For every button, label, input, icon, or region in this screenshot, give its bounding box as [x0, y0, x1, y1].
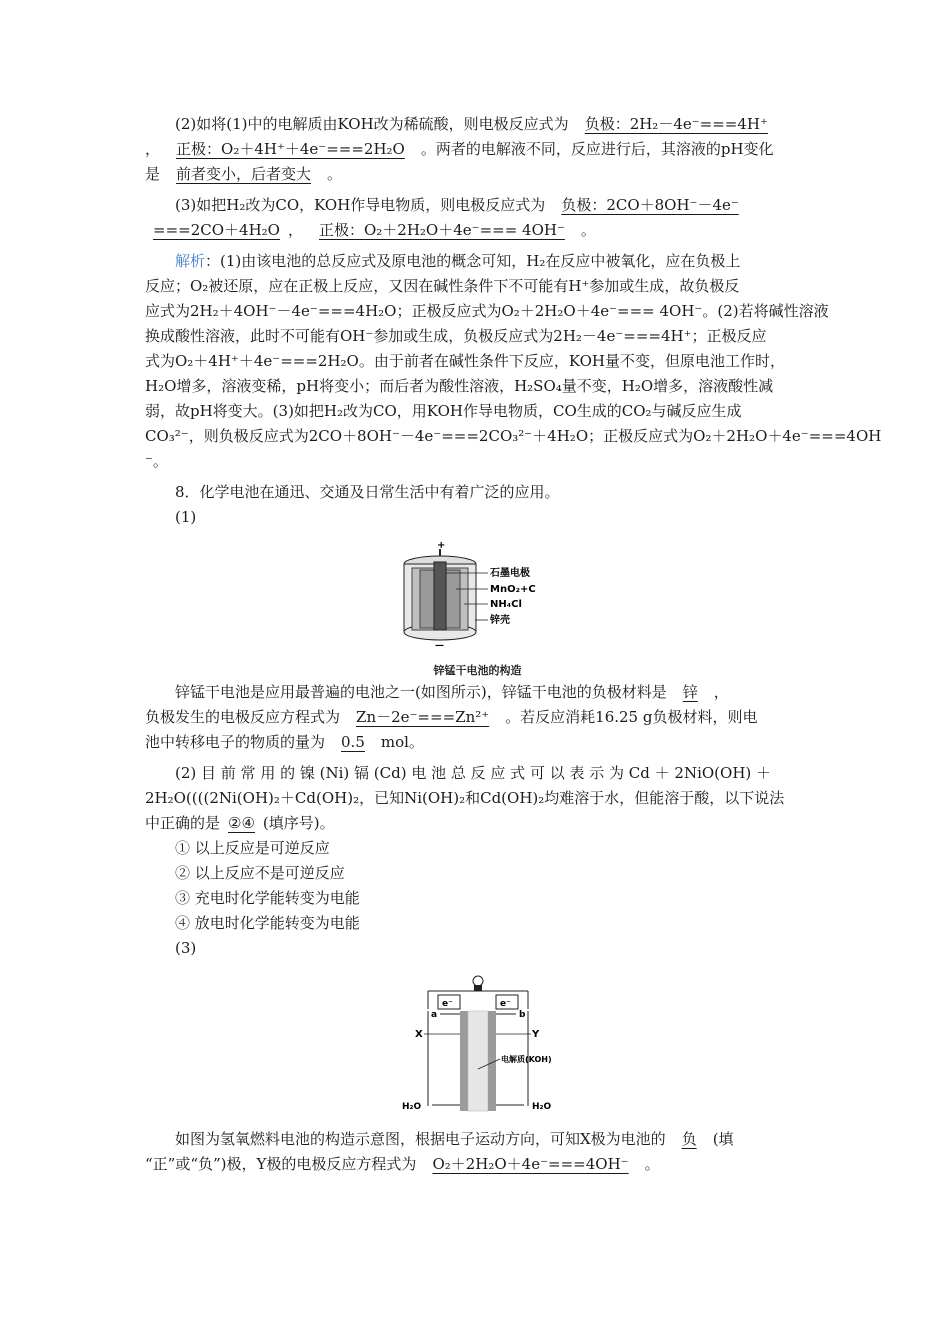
- q7-p3-line2: [145, 218, 810, 243]
- answer-blank: 正极：O₂＋2H₂O＋4e⁻=== 4OH⁻: [318, 221, 565, 239]
- minus-label: —: [434, 641, 444, 651]
- answer-blank: 0.5: [341, 733, 365, 751]
- q8-p1-text2b: 。若反应消耗16.25 g负极材料，则电: [505, 708, 758, 726]
- q7-p2-line1: [145, 112, 810, 137]
- analysis-line: [145, 349, 810, 374]
- h2o-right-label: H₂O: [531, 1102, 551, 1112]
- q8-p3-line2: [145, 1152, 810, 1177]
- q7-p3-text1: (3)如把H₂改为CO，KOH作导电物质，则电极反应式为: [175, 196, 546, 214]
- analysis-line: [145, 424, 882, 449]
- analysis-line: [145, 299, 829, 324]
- option-item: ④ 放电时化学能转变为电能: [175, 914, 360, 932]
- q8-p2-text3b: (填序号)。: [262, 814, 335, 832]
- answer-blank: 负: [681, 1130, 697, 1148]
- page-content: [145, 112, 882, 1177]
- plus-label: +: [436, 540, 445, 551]
- q8-p2-line1: (2) 目 前 常 用 的 镍 (Ni) 镉 (Cd) 电 池 总 反 应 式 可 以 表 示 为 Cd ＋ 2NiO(OH) ＋: [175, 764, 772, 782]
- analysis-text: 式为O₂＋4H⁺＋4e⁻===2H₂O。由于前者在碱性条件下反应，KOH量不变，但原电池工作时，: [145, 352, 786, 370]
- electrolyte-label: 电解质(KOH): [500, 1055, 552, 1064]
- q7-p3-end: 。: [580, 221, 596, 239]
- q7-p3-line1: [145, 193, 810, 218]
- q8-p3-text2b: 。: [644, 1155, 660, 1173]
- q7-p2-text1: (2)如将(1)中的电解质由KOH改为稀硫酸，则电极反应式为: [175, 115, 569, 133]
- analysis-line: [145, 324, 810, 349]
- analysis-text: 反应；O₂被还原，应在正极上反应，又因在碱性条件下不可能有H⁺参加或生成，故负极反: [145, 277, 740, 295]
- q8-p1-text1b: ，: [713, 683, 729, 701]
- q7-p2-line3: [145, 162, 810, 187]
- answer-blank: O₂＋2H₂O＋4e⁻===4OH⁻: [432, 1155, 629, 1173]
- q8-p3-line1: [145, 1127, 810, 1152]
- dry-battery-diagram: [398, 538, 558, 658]
- analysis-line: [145, 249, 810, 274]
- answer-blank: ===2CO＋4H₂O: [153, 221, 280, 239]
- option-item: ① 以上反应是可逆反应: [175, 839, 330, 857]
- answer-blank: 负极：2H₂－4e⁻===4H⁺: [584, 115, 768, 133]
- q7-p2-text3a: 是: [145, 165, 161, 183]
- analysis-text: ⁻。: [145, 452, 168, 470]
- zinc-shell-label: 锌壳: [489, 615, 510, 626]
- q8-p1-text1a: 锌锰干电池是应用最普遍的电池之一(如图所示)，锌锰干电池的负极材料是: [175, 683, 667, 701]
- q8-stem: 8．化学电池在通迅、交通及日常生活中有着广泛的应用。: [175, 483, 560, 501]
- analysis-text: H₂O增多，溶液变稀，pH将变小；而后者为酸性溶液，H₂SO₄量不变，H₂O增多，溶液酸性减: [145, 377, 774, 395]
- q8-p2-line3: [145, 811, 810, 836]
- q8-p3-text1b: (填: [712, 1130, 734, 1148]
- answer-blank: 锌: [682, 683, 698, 701]
- analysis-label: 解析: [175, 252, 206, 270]
- mno2-label: MnO₂+C: [489, 584, 536, 595]
- analysis-line: [145, 399, 810, 424]
- q8-p1-num: (1): [175, 508, 197, 526]
- electrode-x-label: X: [414, 1029, 423, 1040]
- q8-p3-text1a: 如图为氢氧燃料电池的构造示意图，根据电子运动方向，可知X极为电池的: [175, 1130, 666, 1148]
- option-item: ② 以上反应不是可逆反应: [175, 864, 345, 882]
- option-item: ③ 充电时化学能转变为电能: [175, 889, 360, 907]
- electron-right-label: e⁻: [499, 999, 511, 1009]
- analysis-line: [145, 274, 810, 299]
- analysis-line: [145, 449, 810, 474]
- q8-p3-num: (3): [175, 939, 197, 957]
- fuel-cell-diagram: [388, 971, 568, 1121]
- analysis-text: 应式为2H₂＋4OH⁻－4e⁻===4H₂O；正极反应式为O₂＋2H₂O＋4e⁻=== 4OH⁻。(2)若将碱性溶液: [145, 302, 829, 320]
- answer-blank: ②④: [228, 814, 255, 832]
- analysis-text: 换成酸性溶液，此时不可能有OH⁻参加或生成，负极反应式为2H₂－4e⁻===4H⁺；正极反应: [145, 327, 767, 345]
- graphite-label: 石墨电极: [489, 568, 530, 579]
- analysis-line: [145, 374, 810, 399]
- nh4cl-label: NH₄Cl: [489, 599, 522, 610]
- q8-p1-text3a: 池中转移电子的物质的量为: [145, 733, 326, 751]
- h2o-left-label: H₂O: [401, 1102, 421, 1112]
- answer-blank: 正极：O₂＋4H⁺＋4e⁻===2H₂O: [176, 140, 405, 158]
- q8-p2-text3a: 中正确的是: [145, 814, 221, 832]
- q7-p3-sep: ，: [287, 221, 303, 239]
- q7-p2-text2a: ，: [145, 140, 161, 158]
- electrode-a-label: a: [430, 1010, 437, 1020]
- dry-battery-figure: [145, 538, 810, 658]
- analysis-text: CO₃²⁻，则负极反应式为2CO＋8OH⁻－4e⁻===2CO₃²⁻＋4H₂O；正极反应式为O₂＋2H₂O＋4e⁻===4OH: [145, 427, 882, 445]
- analysis-text: 弱，故pH将变大。(3)如把H₂改为CO，用KOH作导电物质，CO生成的CO₂与碱反应生成: [145, 402, 742, 420]
- figure-caption: 锌锰干电池的构造: [433, 664, 522, 677]
- electrode-b-label: b: [518, 1010, 525, 1020]
- q8-p2-line2: 2H₂O((((2Ni(OH)₂＋Cd(OH)₂，已知Ni(OH)₂和Cd(OH)₂均难溶于水，但能溶于酸，以下说法: [145, 789, 785, 807]
- answer-blank: 前者变小，后者变大: [176, 165, 312, 183]
- q8-p1-line2: [145, 705, 810, 730]
- q8-p1-line1: [145, 680, 810, 705]
- q7-p2-text2b: 。两者的电解液不同，反应进行后，其溶液的pH变化: [420, 140, 774, 158]
- q8-p1-line3: [145, 730, 810, 755]
- q7-p2-line2: [145, 137, 810, 162]
- answer-blank: Zn－2e⁻===Zn²⁺: [356, 708, 490, 726]
- electrode-y-label: Y: [531, 1029, 539, 1040]
- electron-left-label: e⁻: [441, 999, 453, 1009]
- answer-blank: 负极：2CO＋8OH⁻－4e⁻: [561, 196, 739, 214]
- fuel-cell-figure: [145, 971, 810, 1121]
- q8-p3-text2a: “正”或“负”)极，Y极的电极反应方程式为: [145, 1155, 417, 1173]
- analysis-text: ：(1)由该电池的总反应式及原电池的概念可知，H₂在反应中被氧化，应在负极上: [205, 252, 741, 270]
- q8-p1-text2a: 负极发生的电极反应方程式为: [145, 708, 341, 726]
- q8-p1-text3b: mol。: [380, 733, 424, 751]
- q7-p2-text3b: 。: [327, 165, 343, 183]
